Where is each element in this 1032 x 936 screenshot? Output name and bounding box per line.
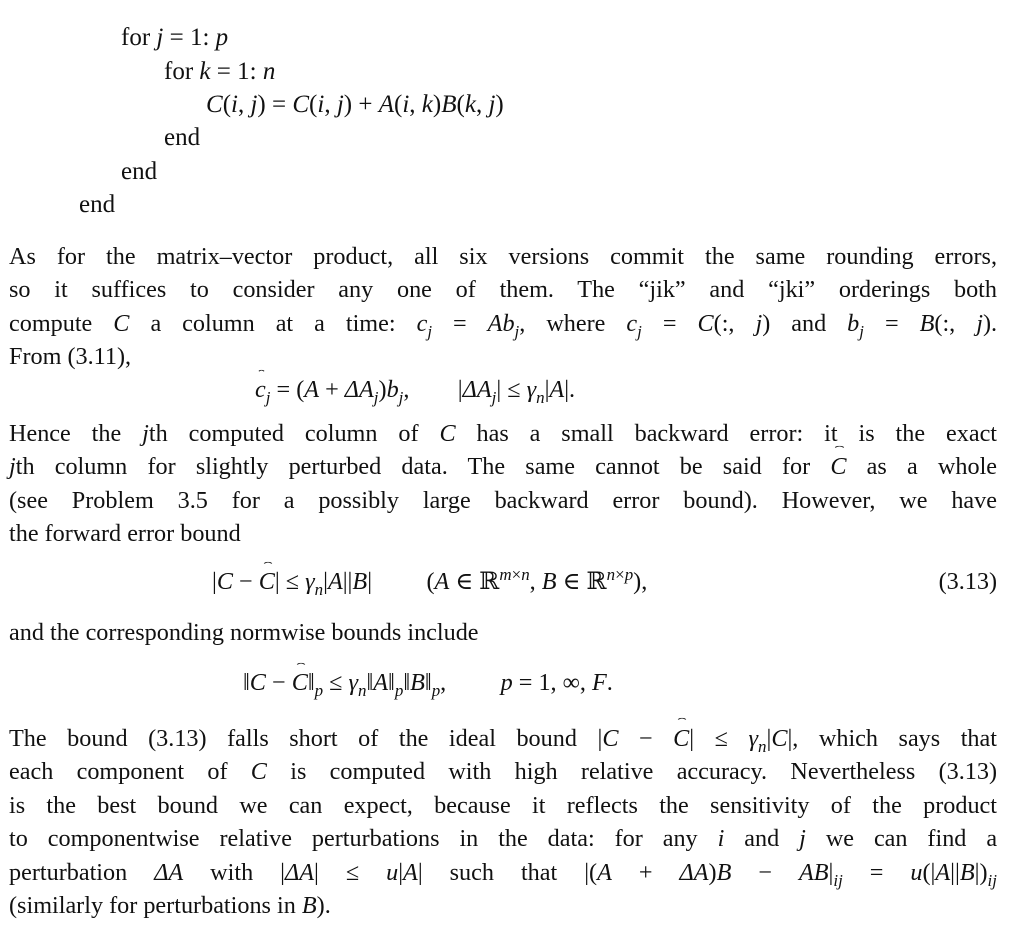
paragraph-2-line-4: the forward error bound [9, 520, 241, 548]
algorithm-line-4: end [164, 124, 201, 151]
paragraph-1-line-3: compute C a column at a time: $c_j = Ab_j$, where $c_j = C$(:, j) and $b_j = B$(:, j). [9, 309, 998, 341]
equation-cj: $c_j = (A + \Delta A_j)b_j$, $|\Delta A_j| \le \gamma_n|A|$. [255, 376, 576, 407]
paragraph-2-line-1: Hence the jth computed column of C has a small backward error: it is the exact [9, 420, 998, 447]
paragraph-1 [9, 240, 997, 374]
paragraph-4 [9, 722, 997, 922]
paragraph-4-line-6: (similarly for perturbations in B). [9, 891, 331, 919]
algorithm-line-5: end [121, 158, 158, 185]
algorithm-line-3: C(i, j) = C(i, j) + A(i, k)B(k, j) [206, 91, 504, 118]
paragraph-2-line-3: (see Problem 3.5 for a possibly large backward error bound). However, we have [9, 486, 997, 514]
equation-normwise-bound: ‖C − $C‖_p$ ≤ $\gamma_n‖A‖_p‖B‖_p$, p = 1, ∞, F. [243, 669, 613, 700]
algorithm-line-1: for j = 1: p [121, 24, 229, 51]
paragraph-2 [9, 417, 997, 551]
paragraph-4-line-1: The bound (3.13) falls short of the ideal bound $|C - C| \le \gamma_n|C|$, which says that [9, 722, 997, 755]
algorithm-line-6: end [79, 191, 116, 218]
paragraph-3-line-1: and the corresponding normwise bounds include [9, 619, 479, 646]
paragraph-1-line-2: so it suffices to consider any one of them. The “jik” and “jki” orderings both [9, 276, 997, 304]
equation-number: (3.13) [938, 568, 997, 595]
paragraph-1-line-1: As for the matrix–vector product, all six versions commit the same rounding errors, [9, 243, 997, 270]
algorithm-line-2: for k = 1: n [164, 58, 276, 85]
paragraph-4-line-2: each component of C is computed with high relative accuracy. Nevertheless (3.13) [9, 758, 998, 786]
paragraph-2-line-2: jth column for slightly perturbed data. The same cannot be said for C as a whole [9, 450, 997, 483]
book-page [9, 0, 997, 936]
paragraph-4-line-3: is the best bound we can expect, because it reflects the sensitivity of the product [9, 791, 997, 819]
paragraph-4-line-4: to componentwise relative perturbations in the data: for any i and j we can find a [9, 825, 998, 853]
paragraph-1-line-4: From (3.11), [9, 343, 132, 371]
equation-forward-error-bound: $|C - C| \le \gamma_n|A||B|$ (A ∈ ℝ$^{m\times n}$, B ∈ ℝ$^{n\times p}$), [212, 564, 648, 599]
paragraph-3 [9, 616, 997, 649]
paragraph-4-line-5: perturbation ΔA with |ΔA| ≤ u|A| such that $|(A + \Delta A)B - AB|_{ij} = u(|A||B|)_{ij}$ [9, 858, 997, 890]
